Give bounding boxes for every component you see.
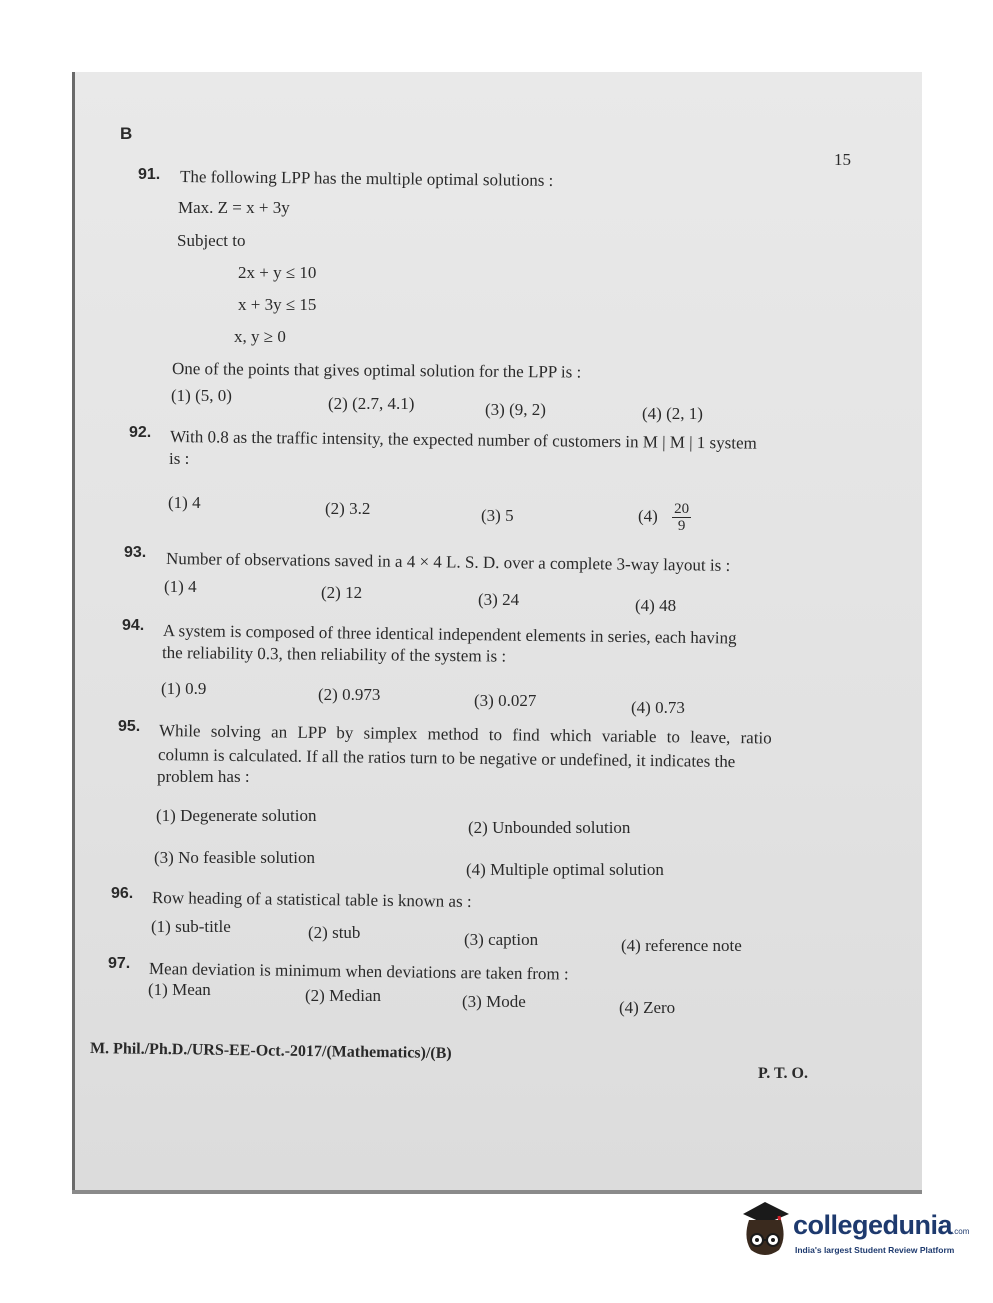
option: (3) (9, 2) <box>485 400 546 419</box>
option: (1) sub-title <box>151 917 231 936</box>
question-text: Mean deviation is minimum when deviations are taken from : <box>148 959 569 984</box>
logo-tagline: India's largest Student Review Platform <box>795 1245 955 1255</box>
option: (3) Mode <box>462 992 526 1011</box>
question-number: 97. <box>108 955 131 972</box>
option: (4) 48 <box>635 596 677 615</box>
option: (3) 0.027 <box>474 691 537 710</box>
question-text: The following LPP has the multiple optimal solutions : <box>179 167 554 190</box>
option: (2) 12 <box>321 583 363 602</box>
question-number: 91. <box>138 166 161 183</box>
option: (2) 0.973 <box>318 685 381 704</box>
constraint: x + 3y ≤ 15 <box>238 295 317 314</box>
option: (1) 4 <box>164 577 197 596</box>
objective-function: Max. Z = x + 3y <box>178 198 290 217</box>
option: (1) (5, 0) <box>171 386 232 405</box>
page-edge <box>72 1190 922 1194</box>
question-text: Row heading of a statistical table is known as : <box>151 888 472 911</box>
question-text-line: A system is composed of three identical independent elements in series, each having <box>162 621 737 648</box>
option-label: (4) <box>638 506 658 526</box>
option: (3) 24 <box>478 590 520 609</box>
question-number: 96. <box>111 885 134 902</box>
option: (4) reference note <box>621 936 742 955</box>
fraction-denominator: 9 <box>677 518 686 534</box>
collegedunia-logo <box>735 1198 970 1268</box>
option: (2) stub <box>308 923 361 942</box>
option: (4) Multiple optimal solution <box>466 860 664 879</box>
option: (4) 0.73 <box>631 698 685 717</box>
option: (2) Median <box>305 986 382 1005</box>
option: (3) 5 <box>481 506 514 525</box>
page-number: 15 <box>834 150 851 169</box>
question-number: 95. <box>118 718 141 735</box>
option: (1) 4 <box>168 493 201 512</box>
constraint: 2x + y ≤ 10 <box>238 263 317 282</box>
option: (2) (2.7, 4.1) <box>328 394 415 413</box>
option: (1) Mean <box>148 980 211 999</box>
logo-tld: .com <box>952 1227 970 1236</box>
subject-to-label: Subject to <box>177 231 246 250</box>
question-text-line: column is calculated. If all the ratios turn to be negative or undefined, it indicates the <box>157 745 736 772</box>
fraction-numerator: 20 <box>674 501 690 517</box>
question-text-line: problem has : <box>157 767 250 786</box>
logo-name: collegedunia <box>793 1210 953 1240</box>
series-label: B <box>120 124 133 143</box>
question-text-line: With 0.8 as the traffic intensity, the expected number of customers in M | M | 1 system <box>169 427 757 453</box>
question-prompt: One of the points that gives optimal solution for the LPP is : <box>171 359 582 382</box>
option: (4) (2, 1) <box>642 404 703 423</box>
question-number: 92. <box>129 424 152 441</box>
question-text: Number of observations saved in a 4 × 4 L. S. D. over a complete 3-way layout is : <box>165 549 731 575</box>
constraint: x, y ≥ 0 <box>234 327 286 346</box>
pto-label: P. T. O. <box>758 1065 808 1082</box>
option: (3) caption <box>464 930 539 949</box>
option: (1) 0.9 <box>161 679 207 698</box>
question-number: 93. <box>124 544 147 561</box>
option-fraction <box>638 501 691 534</box>
question-text-line: While solving an LPP by simplex method to find which variable to leave, ratio <box>158 721 772 748</box>
fraction <box>672 501 691 534</box>
logo-text <box>793 1210 969 1241</box>
option: (2) 3.2 <box>325 499 371 518</box>
option: (2) Unbounded solution <box>468 818 631 837</box>
option: (4) Zero <box>619 998 676 1017</box>
exam-code: M. Phil./Ph.D./URS-EE-Oct.-2017/(Mathematics)/(B) <box>89 1040 452 1063</box>
option: (3) No feasible solution <box>154 848 315 867</box>
question-number: 94. <box>122 617 145 634</box>
mascot-icon <box>735 1198 795 1260</box>
question-text-line: the reliability 0.3, then reliability of the system is : <box>161 643 507 666</box>
option: (1) Degenerate solution <box>156 806 317 825</box>
question-text-line: is : <box>169 449 190 468</box>
